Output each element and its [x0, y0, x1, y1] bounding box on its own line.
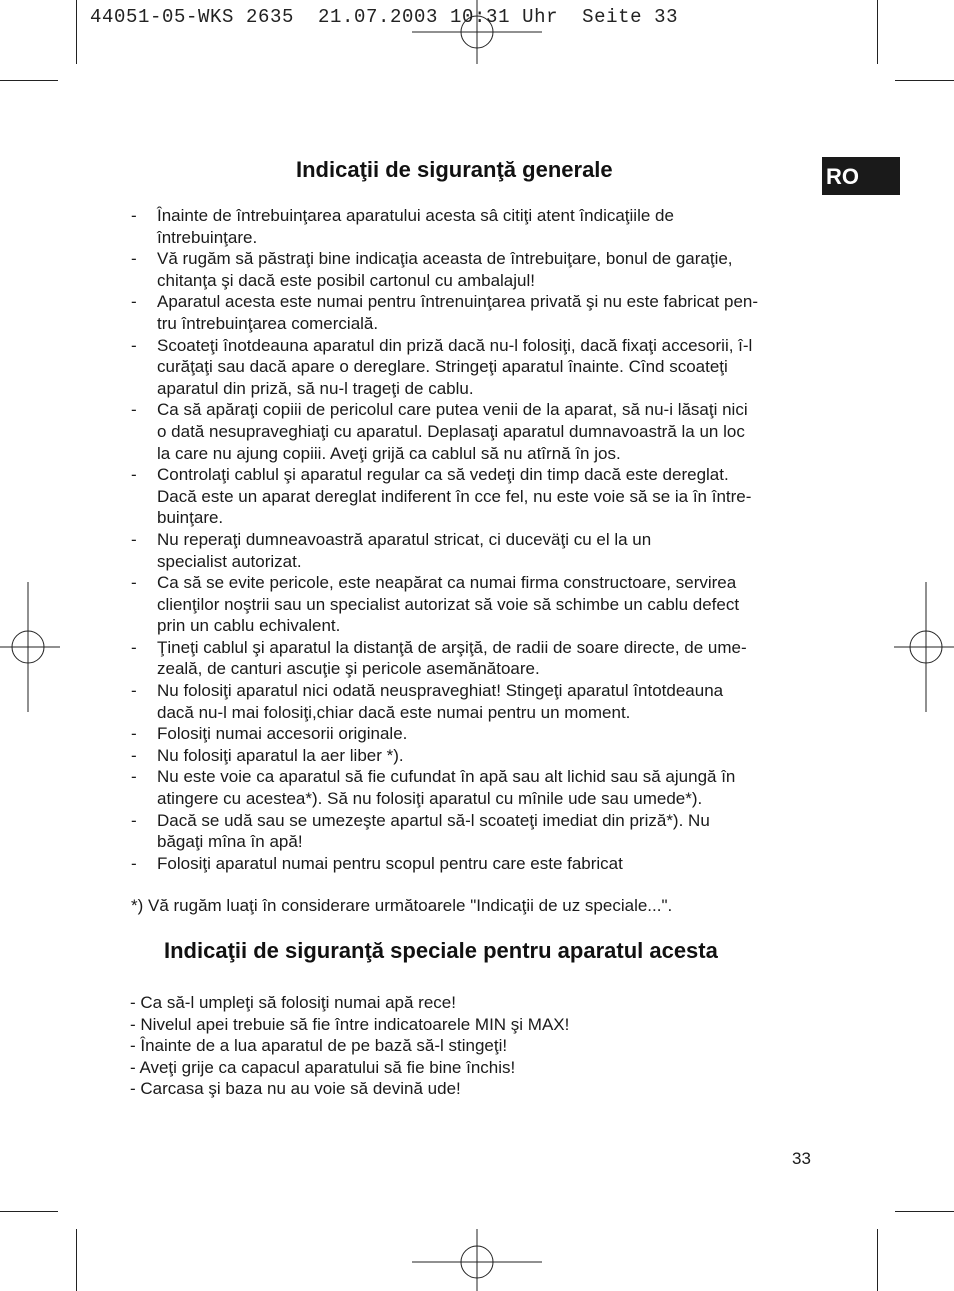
- bullet-dash: -: [131, 529, 137, 549]
- list-item: [131, 572, 821, 637]
- bullet-dash: -: [131, 853, 137, 873]
- crop-mark-top-left-h: [0, 80, 58, 81]
- list-item-text: Ca să se evite pericole, este neapărat ca numai firma constructoare, servirea clienţilor noştrii sau un specialist autorizat să voie să schimbe un cablu defect prin un cablu echivalent.: [157, 573, 740, 636]
- list-item-text: Dacă se udă sau se umezeşte apartul să-l scoateţi imediat din priză*). Nu băgaţi mîna în apă!: [157, 810, 710, 852]
- list-item-text: Scoateţi înotdeauna aparatul din priză dacă nu-l folosiţi, dacă fixaţi accesorii, î-l curăţaţi sau dacă apare o dereglare. Stringeţi aparatul înainte. Cînd scoateţi aparatul din priză, să nu-l trageţi de cablu.: [157, 335, 753, 398]
- crop-mark-bottom-left-v: [76, 1229, 77, 1291]
- bullet-dash: -: [131, 400, 137, 420]
- general-safety-list: [131, 205, 821, 874]
- list-item: [131, 335, 821, 400]
- crop-mark-top-right-h: [895, 80, 954, 81]
- bullet-dash: -: [131, 465, 137, 485]
- crop-mark-top-left-v: [76, 0, 77, 64]
- footnote: *) Vă rugăm luaţi în considerare următoarele "Indicaţii de uz speciale...".: [131, 896, 673, 915]
- bullet-dash: -: [131, 292, 137, 312]
- list-item: [131, 291, 821, 334]
- list-item: - Înainte de a lua aparatul de pe bază să-l stingeţi!: [130, 1036, 508, 1056]
- list-item: - Aveţi grije ca capacul aparatului să fie bine închis!: [130, 1057, 516, 1077]
- bullet-dash: -: [131, 335, 137, 355]
- list-item-text: Aparatul acesta este numai pentru întrenuinţarea privată şi nu este fabricat pen- tru întrebuinţarea comercială.: [157, 292, 759, 333]
- bullet-dash: -: [131, 681, 137, 701]
- list-item: [131, 248, 821, 291]
- bullet-dash: -: [131, 724, 137, 744]
- list-item-text: Ca să apăraţi copiii de pericolul care putea venii de la aparat, să nu-i lăsaţi nici o dată nesupraveghiaţi cu aparatul. Deplasaţi aparatul dumnavoastră la un loc la care nu ajung copiii. Aveţi grijă ca cablul să nu atîrnă în jos.: [157, 400, 748, 463]
- special-safety-list: [130, 992, 569, 1100]
- list-item-text: Vă rugăm să păstraţi bine indicaţia aceasta de întrebuiţare, bonul de garaţie, chitanţa şi dacă este posibil cartonul cu ambalajul!: [157, 249, 733, 290]
- list-item: - Ca să-l umpleţi să folosiţi numai apă rece!: [130, 993, 456, 1012]
- list-item-text: Nu reperaţi dumneavoastră aparatul stricat, ci duceväţi cu el la un specialist autorizat.: [157, 529, 652, 571]
- list-item-text: Folosiţi numai accesorii originale.: [157, 724, 408, 744]
- list-item: [131, 745, 821, 767]
- crop-mark-bottom-left-h: [0, 1211, 58, 1212]
- registration-mark-right: [894, 582, 954, 712]
- crop-mark-bottom-right-v: [877, 1229, 878, 1291]
- list-item: [131, 853, 821, 875]
- list-item: - Nivelul apei trebuie să fie între indicatoarele MIN şi MAX!: [130, 1014, 570, 1034]
- section-title-special-safety: Indicaţii de siguranţă speciale pentru aparatul acesta: [164, 938, 718, 963]
- bullet-dash: -: [131, 249, 137, 269]
- list-item: [131, 529, 821, 572]
- registration-mark-top: [412, 0, 542, 64]
- list-item-text: Înainte de întrebuinţarea aparatului acesta sâ citiţi atent îndicaţiile de întrebuinţare.: [157, 206, 674, 247]
- list-item: [131, 680, 821, 723]
- list-item: [131, 637, 821, 680]
- list-item: - Carcasa şi baza nu au voie să devină ude!: [130, 1079, 461, 1099]
- bullet-dash: -: [131, 573, 137, 593]
- bullet-dash: -: [131, 637, 137, 657]
- registration-mark-bottom: [412, 1229, 542, 1291]
- list-item-text: Controlaţi cablul şi aparatul regular ca să vedeţi din timp dacă este dereglat. Dacă este un aparat dereglat indiferent în cce fel, nu este voie să se ia în între- buinţare.: [157, 465, 752, 528]
- bullet-dash: -: [131, 810, 137, 830]
- list-item-text: Ţineţi cablul şi aparatul la distanţă de arşiţă, de radii de soare directe, de ume- zeală, de canturi ascuţie şi pericole asemănătoare.: [157, 637, 747, 679]
- page-number: 33: [792, 1149, 811, 1168]
- crop-mark-bottom-right-h: [895, 1211, 954, 1212]
- list-item-text: Nu folosiţi aparatul la aer liber *).: [157, 745, 404, 765]
- list-item-text: Nu este voie ca aparatul să fie cufundat în apă sau alt lichid sau să ajungă în atingere cu acestea*). Să nu folosiţi aparatul cu mînile ude sau umede*).: [157, 767, 736, 809]
- crop-mark-top-right-v: [877, 0, 878, 64]
- list-item: [131, 810, 821, 853]
- section-title-general-safety: Indicaţii de siguranţă generale: [296, 157, 613, 182]
- list-item: [131, 766, 821, 809]
- list-item-text: Nu folosiţi aparatul nici odată neuspraveghiat! Stingeţi aparatul întotdeauna dacă nu-l mai folosiţi,chiar dacă este numai pentru un moment.: [157, 681, 724, 722]
- list-item: [131, 205, 821, 248]
- language-tab: RO: [822, 157, 900, 195]
- list-item: [131, 723, 821, 745]
- print-header: 44051-05-WKS 2635 21.07.2003 10:31 Uhr Seite 33: [90, 6, 679, 28]
- bullet-dash: -: [131, 745, 137, 765]
- bullet-dash: -: [131, 767, 137, 787]
- list-item-text: Folosiţi aparatul numai pentru scopul pentru care este fabricat: [157, 853, 623, 873]
- list-item: [131, 464, 821, 529]
- registration-mark-left: [0, 582, 60, 712]
- list-item: [131, 399, 821, 464]
- bullet-dash: -: [131, 206, 137, 225]
